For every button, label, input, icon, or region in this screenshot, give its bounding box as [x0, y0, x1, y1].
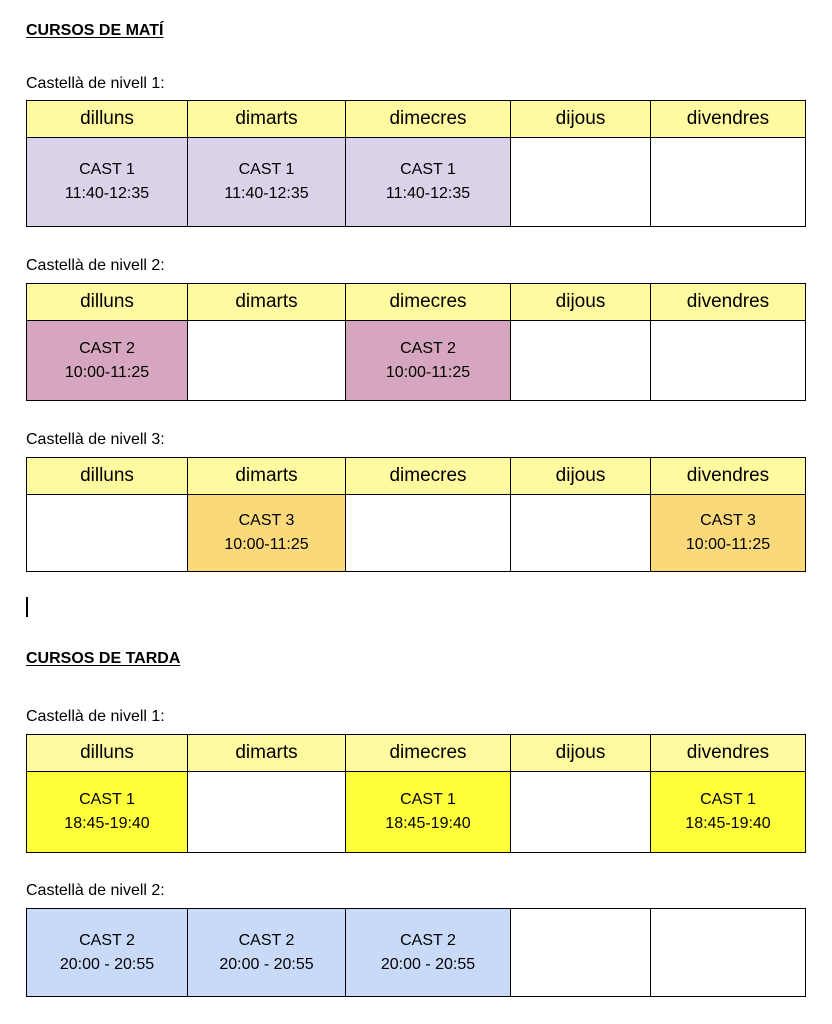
day-header-dimarts: dimarts [188, 284, 346, 321]
course-time: 18:45-19:40 [385, 815, 471, 832]
cell-dilluns [27, 138, 188, 227]
day-header-dijous: dijous [511, 284, 651, 321]
cell-divendres [651, 495, 806, 572]
schedule-table [26, 100, 806, 227]
course-time: 11:40-12:35 [385, 185, 471, 202]
course-time: 20:00 - 20:55 [59, 955, 155, 973]
course-code: CAST 1 [700, 791, 756, 808]
table-row [27, 138, 806, 227]
cell-dimecres [346, 138, 511, 227]
text-cursor [26, 597, 28, 617]
day-header-divendres: divendres [651, 458, 806, 495]
cell-divendres [651, 321, 806, 401]
course-code: CAST 1 [400, 791, 456, 808]
course-code: CAST 3 [238, 512, 295, 529]
schedule-table [26, 908, 806, 997]
course-time: 10:00-11:25 [64, 363, 150, 381]
course-code: CAST 2 [79, 931, 135, 949]
day-header-dimecres: dimecres [346, 284, 511, 321]
cell-dimarts [188, 909, 346, 997]
day-header-dijous: dijous [511, 458, 651, 495]
course-time: 20:00 - 20:55 [219, 955, 314, 973]
day-header-dimecres: dimecres [346, 458, 511, 495]
table-label: Castellà de nivell 2: [26, 882, 165, 899]
cell-dilluns [27, 495, 188, 572]
course-code: CAST 3 [700, 512, 756, 529]
cell-dijous [511, 909, 651, 997]
course-code: CAST 1 [238, 161, 295, 178]
cell-dijous [511, 495, 651, 572]
header-row [27, 284, 806, 321]
course-code: CAST 2 [400, 339, 456, 357]
cell-dimarts [188, 772, 346, 853]
cell-dilluns [27, 909, 188, 997]
cell-dimarts [188, 321, 346, 401]
table-row [27, 909, 806, 997]
day-header-dilluns: dilluns [27, 101, 188, 138]
cell-dimarts [188, 495, 346, 572]
schedule-table [26, 283, 806, 401]
day-header-divendres: divendres [651, 284, 806, 321]
cell-divendres [651, 138, 806, 227]
cell-dijous [511, 138, 651, 227]
course-time: 10:00-11:25 [385, 363, 471, 381]
course-code: CAST 1 [79, 161, 135, 178]
table-row [27, 495, 806, 572]
course-time: 18:45-19:40 [685, 815, 771, 832]
course-time: 20:00 - 20:55 [380, 955, 476, 973]
course-time: 10:00-11:25 [224, 536, 309, 553]
table-label: Castellà de nivell 1: [26, 708, 165, 725]
course-code: CAST 2 [400, 931, 456, 949]
day-header-dilluns: dilluns [27, 284, 188, 321]
day-header-dimarts: dimarts [188, 735, 346, 772]
day-header-dijous: dijous [511, 101, 651, 138]
day-header-dimarts: dimarts [188, 101, 346, 138]
course-time: 18:45-19:40 [64, 815, 150, 832]
day-header-dimarts: dimarts [188, 458, 346, 495]
course-code: CAST 2 [238, 931, 295, 949]
cell-divendres [651, 772, 806, 853]
course-time: 11:40-12:35 [64, 185, 150, 202]
table-label: Castellà de nivell 3: [26, 431, 165, 448]
cell-dilluns [27, 321, 188, 401]
table-label: Castellà de nivell 2: [26, 257, 165, 274]
section-heading-afternoon: CURSOS DE TARDA [26, 650, 181, 667]
course-code: CAST 2 [79, 339, 135, 357]
cell-dijous [511, 321, 651, 401]
cell-dimecres [346, 909, 511, 997]
course-code: CAST 1 [79, 791, 135, 808]
section-heading-morning: CURSOS DE MATÍ [26, 22, 164, 39]
header-row [27, 101, 806, 138]
cell-dimecres [346, 321, 511, 401]
cell-dimecres [346, 772, 511, 853]
cell-divendres [651, 909, 806, 997]
header-row [27, 735, 806, 772]
cell-dimecres [346, 495, 511, 572]
course-time: 10:00-11:25 [685, 536, 771, 553]
schedule-table [26, 734, 806, 853]
table-row [27, 321, 806, 401]
table-label: Castellà de nivell 1: [26, 75, 165, 92]
schedule-table [26, 457, 806, 572]
day-header-dilluns: dilluns [27, 735, 188, 772]
day-header-divendres: divendres [651, 735, 806, 772]
header-row [27, 458, 806, 495]
cell-dimarts [188, 138, 346, 227]
course-time: 11:40-12:35 [224, 185, 309, 202]
day-header-divendres: divendres [651, 101, 806, 138]
table-row [27, 772, 806, 853]
course-code: CAST 1 [400, 161, 456, 178]
cell-dilluns [27, 772, 188, 853]
cell-dijous [511, 772, 651, 853]
day-header-dimecres: dimecres [346, 101, 511, 138]
day-header-dimecres: dimecres [346, 735, 511, 772]
day-header-dijous: dijous [511, 735, 651, 772]
day-header-dilluns: dilluns [27, 458, 188, 495]
